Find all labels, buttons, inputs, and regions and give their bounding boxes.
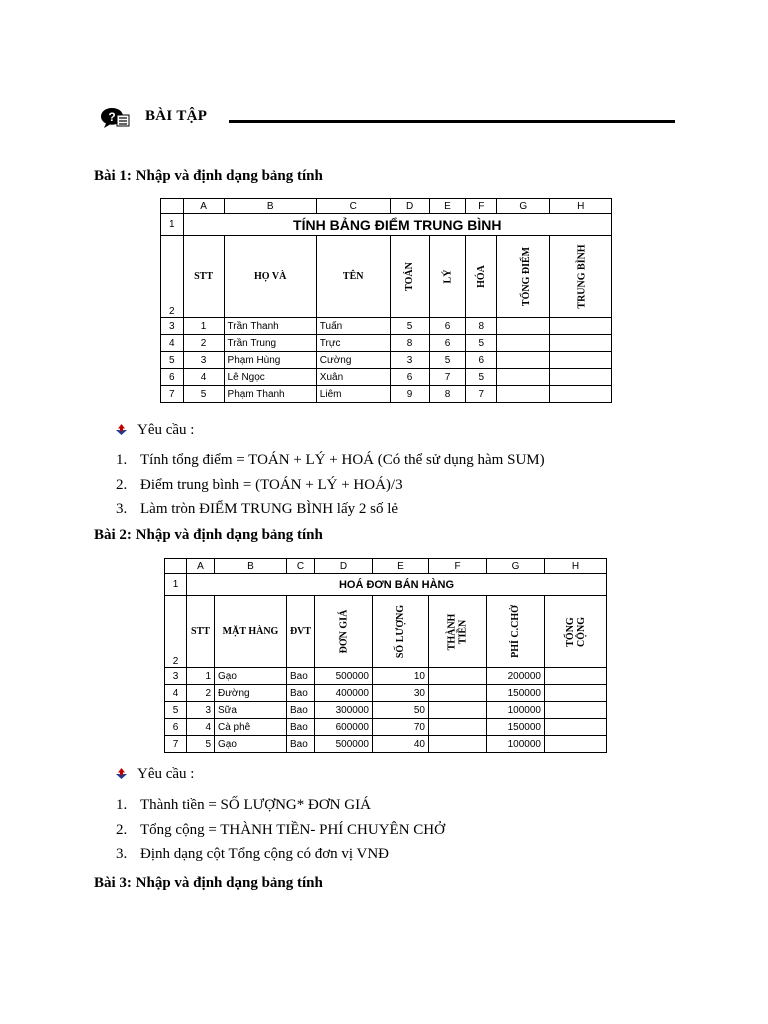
cell: [497, 335, 550, 352]
cell: [545, 668, 607, 685]
cell: 7: [429, 369, 466, 386]
cell: [550, 369, 612, 386]
cell: [497, 386, 550, 403]
cell: Trần Trung: [224, 335, 316, 352]
cell: 150000: [487, 719, 545, 736]
cell: 10: [373, 668, 429, 685]
cell: Bao: [287, 685, 315, 702]
row-number: 4: [161, 335, 184, 352]
header-tong-line: TỔNG: [564, 616, 576, 647]
cell: Tuấn: [316, 318, 390, 335]
question-chat-icon: [100, 106, 130, 130]
header-ten: TÊN: [316, 236, 390, 318]
cell: [545, 736, 607, 753]
list-number: 2.: [116, 476, 128, 493]
cell: 200000: [487, 668, 545, 685]
list-item: [116, 818, 445, 843]
header-stt: STT: [183, 236, 224, 318]
cell: Bao: [287, 668, 315, 685]
title-row: [165, 574, 607, 596]
cell: Bao: [287, 702, 315, 719]
list-number: 3.: [116, 846, 128, 862]
row-number: 5: [165, 702, 187, 719]
column-letter: A: [187, 559, 215, 574]
column-letter: G: [497, 199, 550, 214]
corner-cell: [165, 559, 187, 574]
cell: 100000: [487, 736, 545, 753]
exercise-2-sheet: [164, 558, 607, 753]
cell: Phạm Hùng: [224, 352, 316, 369]
cell: 8: [390, 335, 429, 352]
cell: Cà phê: [215, 719, 287, 736]
header-tong-diem: TỔNG ĐIỂM: [521, 246, 533, 307]
row-number: 2: [161, 236, 184, 318]
row-number: 2: [165, 596, 187, 668]
cell: Cường: [316, 352, 390, 369]
list-item: [116, 842, 445, 867]
exercise-2-title: Bài 2: Nhập và định dạng bảng tính: [94, 527, 323, 543]
cell: 6: [429, 318, 466, 335]
list-text: Tính tổng điểm = TOÁN + LÝ + HOÁ (Có thể sử dụng hàm SUM): [140, 452, 545, 468]
cell: Đường: [215, 685, 287, 702]
cell: 4: [183, 369, 224, 386]
header-so-luong: SỐ LƯỢNG: [395, 604, 406, 659]
cell: [545, 719, 607, 736]
cell: [429, 719, 487, 736]
row-number: 3: [165, 668, 187, 685]
table-row: [161, 369, 612, 386]
cell: Xuân: [316, 369, 390, 386]
cell: Lê Ngọc: [224, 369, 316, 386]
exercise-3-title: Bài 3: Nhập và định dạng bảng tính: [94, 875, 323, 891]
header-hoa: HÓA: [475, 265, 487, 288]
cell: [429, 702, 487, 719]
list-item: [116, 497, 545, 522]
cell: [429, 736, 487, 753]
exercise-1-title: Bài 1: Nhập và định dạng bảng tính: [94, 168, 323, 184]
requirements-list: [116, 793, 445, 867]
list-item: [116, 448, 545, 473]
cell: [545, 702, 607, 719]
section-heading: BÀI TẬP: [145, 108, 208, 124]
header-toan: TOÁN: [404, 262, 416, 291]
cell: 600000: [315, 719, 373, 736]
cell: [429, 685, 487, 702]
cell: 6: [390, 369, 429, 386]
list-number: 1.: [116, 797, 128, 813]
table-row: [161, 318, 612, 335]
list-text: Định dạng cột Tổng cộng có đơn vị VNĐ: [140, 846, 390, 862]
cell: Liêm: [316, 386, 390, 403]
column-header-row: [165, 559, 607, 574]
arrow-bullet-icon: [116, 424, 127, 435]
cell: 30: [373, 685, 429, 702]
header-mat-hang: MẶT HÀNG: [215, 596, 287, 668]
row-number: 7: [165, 736, 187, 753]
row-number: 3: [161, 318, 184, 335]
heading-rule: [229, 120, 675, 123]
cell: 8: [466, 318, 497, 335]
cell: 40: [373, 736, 429, 753]
arrow-bullet-icon: [116, 768, 127, 779]
header-thanh-tien: [446, 613, 468, 650]
column-letter: F: [466, 199, 497, 214]
row-number: 7: [161, 386, 184, 403]
cell: Trực: [316, 335, 390, 352]
cell: 3: [390, 352, 429, 369]
table-row: [161, 335, 612, 352]
column-letter: D: [315, 559, 373, 574]
header-tien-line: TIỀN: [457, 619, 469, 644]
table-row: [161, 352, 612, 369]
header-tong-cong: [565, 617, 587, 647]
cell: 2: [187, 685, 215, 702]
column-letter: D: [390, 199, 429, 214]
row-number: 6: [165, 719, 187, 736]
column-letter: H: [545, 559, 607, 574]
cell: 5: [429, 352, 466, 369]
cell: 6: [429, 335, 466, 352]
table-row: [165, 719, 607, 736]
corner-cell: [161, 199, 184, 214]
cell: 5: [183, 386, 224, 403]
cell: 300000: [315, 702, 373, 719]
requirements-heading: [116, 422, 194, 439]
cell: 3: [183, 352, 224, 369]
cell: [550, 318, 612, 335]
header-stt: STT: [187, 596, 215, 668]
list-text: Tổng cộng = THÀNH TIỀN- PHÍ CHUYÊN CHỞ: [140, 821, 445, 838]
cell: 2: [183, 335, 224, 352]
header-dvt: ĐVT: [287, 596, 315, 668]
list-number: 3.: [116, 501, 128, 517]
list-text: Thành tiền = SỐ LƯỢNG* ĐƠN GIÁ: [140, 797, 371, 813]
header-cong-line: CỘNG: [575, 616, 587, 647]
cell: 7: [466, 386, 497, 403]
cell: Bao: [287, 719, 315, 736]
cell: 1: [187, 668, 215, 685]
list-number: 1.: [116, 452, 128, 468]
cell: 4: [187, 719, 215, 736]
column-header-row: [161, 199, 612, 214]
cell: Sữa: [215, 702, 287, 719]
row-number: 1: [161, 214, 184, 236]
cell: 400000: [315, 685, 373, 702]
sheet-title: TÍNH BẢNG ĐIỂM TRUNG BÌNH: [183, 214, 611, 236]
column-letter: G: [487, 559, 545, 574]
header-ly: LÝ: [441, 269, 453, 284]
svg-text:?: ?: [108, 110, 116, 124]
cell: 1: [183, 318, 224, 335]
requirements-heading: [116, 766, 194, 783]
cell: Trần Thanh: [224, 318, 316, 335]
cell: Bao: [287, 736, 315, 753]
table-row: [165, 668, 607, 685]
cell: 6: [466, 352, 497, 369]
cell: [497, 318, 550, 335]
column-letter: E: [429, 199, 466, 214]
cell: 5: [390, 318, 429, 335]
requirements-label: Yêu cầu :: [137, 422, 195, 438]
header-trung-binh: TRUNG BÌNH: [577, 244, 589, 309]
column-letter: B: [215, 559, 287, 574]
cell: [497, 352, 550, 369]
header-thanh-line: THÀNH: [446, 613, 458, 650]
cell: 50: [373, 702, 429, 719]
cell: 5: [187, 736, 215, 753]
column-letter: E: [373, 559, 429, 574]
cell: [545, 685, 607, 702]
list-item: [116, 473, 545, 498]
column-letter: C: [287, 559, 315, 574]
cell: 500000: [315, 736, 373, 753]
column-letter: H: [550, 199, 612, 214]
row-number: 6: [161, 369, 184, 386]
header-phi-cho: PHÍ C.CHỞ: [510, 605, 521, 658]
cell: Gạo: [215, 668, 287, 685]
list-item: [116, 793, 445, 818]
cell: 8: [429, 386, 466, 403]
cell: 9: [390, 386, 429, 403]
requirements-label: Yêu cầu :: [137, 766, 195, 782]
sheet-title: HOÁ ĐƠN BÁN HÀNG: [187, 574, 607, 596]
cell: [429, 668, 487, 685]
table-row: [165, 685, 607, 702]
cell: Phạm Thanh: [224, 386, 316, 403]
cell: [550, 352, 612, 369]
header-row: [165, 596, 607, 668]
list-number: 2.: [116, 821, 128, 838]
cell: 5: [466, 369, 497, 386]
title-row: [161, 214, 612, 236]
header-don-gia: ĐƠN GIÁ: [338, 609, 349, 654]
cell: 3: [187, 702, 215, 719]
cell: 500000: [315, 668, 373, 685]
header-row: [161, 236, 612, 318]
header-ho-va: HỌ VÀ: [224, 236, 316, 318]
cell: [550, 335, 612, 352]
exercise-1-sheet: [160, 198, 612, 403]
cell: 150000: [487, 685, 545, 702]
column-letter: C: [316, 199, 390, 214]
cell: 100000: [487, 702, 545, 719]
list-text: Làm tròn ĐIỂM TRUNG BÌNH lấy 2 số lẻ: [140, 501, 399, 517]
column-letter: F: [429, 559, 487, 574]
cell: 70: [373, 719, 429, 736]
table-row: [165, 736, 607, 753]
cell: [550, 386, 612, 403]
cell: [497, 369, 550, 386]
row-number: 1: [165, 574, 187, 596]
row-number: 5: [161, 352, 184, 369]
cell: 5: [466, 335, 497, 352]
list-text: Điểm trung bình = (TOÁN + LÝ + HOÁ)/3: [140, 476, 403, 493]
cell: Gạo: [215, 736, 287, 753]
row-number: 4: [165, 685, 187, 702]
table-row: [165, 702, 607, 719]
column-letter: B: [224, 199, 316, 214]
requirements-list: [116, 448, 545, 522]
column-letter: A: [183, 199, 224, 214]
table-row: [161, 386, 612, 403]
